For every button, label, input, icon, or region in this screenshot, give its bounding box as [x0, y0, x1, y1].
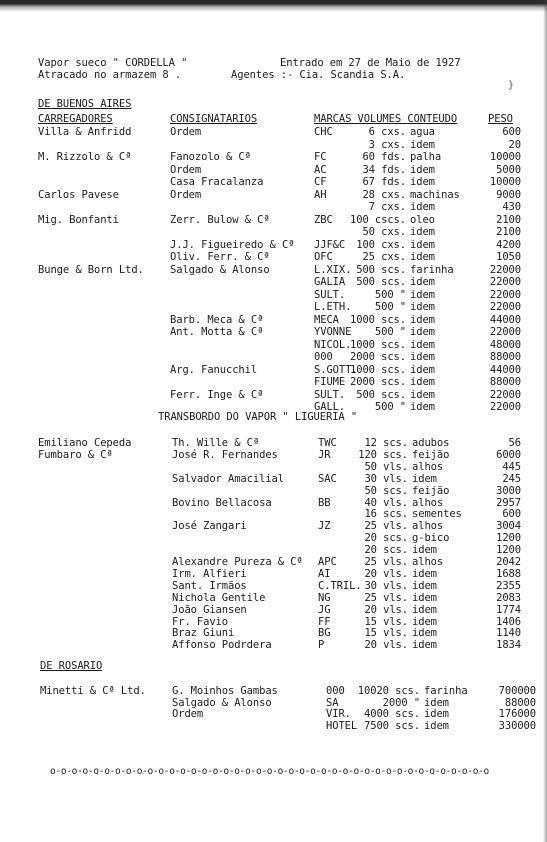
volume-cell: 34 fds.	[362, 163, 406, 176]
volume-cell: 10020 scs.	[357, 685, 420, 697]
content-cell: idem	[412, 567, 437, 580]
consignee-cell: Salgado & Alonso	[172, 696, 272, 709]
weight-cell: 600	[502, 508, 521, 521]
volume-cell: 30 vls.	[364, 579, 408, 592]
consignee-cell: Ferr. Inge & Cª	[170, 388, 264, 401]
weight-cell: 700000	[498, 685, 536, 697]
consignee-cell: G. Moinhos Gambas	[172, 685, 278, 697]
vessel-line: Vapor sueco " CORDELLA "	[38, 57, 188, 69]
mark-cell: CHC	[314, 126, 333, 138]
shipper-cell: Emiliano Cepeda	[38, 437, 132, 449]
volume-cell: 6 cxs.	[368, 126, 406, 138]
shipper-cell: Fumbaro & Cª	[38, 448, 113, 461]
content-cell: idem	[410, 338, 435, 351]
volume-cell: 7500 scs.	[364, 719, 420, 732]
mark-cell: MECA	[314, 313, 339, 326]
shipper-cell: M. Rizzolo & Cª	[38, 151, 132, 163]
weight-cell: 22000	[489, 326, 521, 338]
weight-cell: 1200	[496, 532, 521, 545]
weight-cell: 22000	[489, 276, 521, 288]
mark-cell: AI	[318, 567, 331, 580]
weight-cell: 1774	[496, 603, 521, 616]
volume-cell: 2000 scs.	[350, 376, 406, 388]
arrival-date: Entrado em 27 de Maio de 1927	[280, 57, 461, 69]
weight-cell: 2957	[496, 496, 521, 509]
mark-cell: S.GOTT.	[314, 363, 358, 376]
weight-cell: 1200	[496, 544, 521, 557]
content-cell: idem	[424, 719, 449, 732]
weight-cell: 2355	[496, 579, 521, 592]
content-cell: farinha	[424, 685, 468, 697]
content-cell: idem	[410, 163, 435, 176]
weight-cell: 5000	[496, 163, 521, 176]
weight-cell: 2042	[496, 556, 521, 568]
volume-cell: 25 vls.	[364, 520, 408, 533]
weight-cell: 2083	[496, 591, 521, 604]
consignee-cell: Arg. Fanucchil	[170, 363, 258, 376]
weight-cell: 56	[508, 437, 521, 449]
weight-cell: 22000	[489, 301, 521, 313]
content-cell: idem	[410, 301, 435, 313]
consignee-cell: Braz Giuni	[172, 627, 235, 640]
content-cell: idem	[412, 603, 437, 616]
mark-cell: YVONNE	[314, 326, 352, 338]
weight-cell: 176000	[498, 708, 536, 720]
mark-cell: VIR.	[326, 708, 351, 720]
mark-cell: JR	[318, 448, 331, 461]
scan-top-edge	[0, 0, 547, 12]
volume-cell: 50 cxs.	[362, 226, 406, 238]
content-cell: agua	[410, 126, 435, 138]
consignee-cell: Barb. Meca & Cª	[170, 313, 264, 326]
mark-cell: FC	[314, 151, 327, 163]
weight-cell: 600	[502, 126, 521, 138]
mark-cell: NICOL.	[314, 338, 352, 351]
margin-mark: }	[508, 80, 515, 91]
volume-cell: 20 scs.	[364, 544, 408, 557]
content-cell: adubos	[412, 437, 450, 449]
content-cell: alhos	[412, 556, 444, 568]
shipper-cell: Bunge & Born Ltd.	[38, 263, 144, 276]
weight-cell: 22000	[489, 401, 521, 413]
volume-cell: 12 scs.	[364, 437, 408, 449]
content-cell: idem	[410, 401, 435, 413]
volume-cell: 4000 scs.	[364, 708, 420, 720]
volume-cell: 20 vls.	[364, 603, 408, 616]
content-cell: palha	[410, 151, 442, 163]
weight-cell: 1050	[496, 251, 521, 263]
weight-cell: 445	[502, 460, 521, 473]
volume-cell: 20 vls.	[364, 567, 408, 580]
content-cell: idem	[410, 176, 435, 188]
content-cell: idem	[424, 708, 449, 720]
scan-right-edge	[543, 0, 547, 842]
content-cell: idem	[410, 201, 435, 213]
content-cell: idem	[412, 544, 437, 557]
weight-cell: 44000	[489, 363, 521, 376]
weight-cell: 6000	[496, 448, 521, 461]
volume-cell: 60 fds.	[362, 151, 406, 163]
consignee-cell: Affonso Podrdera	[172, 639, 272, 652]
consignee-cell: Irm. Alfieri	[172, 567, 247, 580]
mark-cell: AC	[314, 163, 327, 176]
volume-cell: 500 scs.	[356, 263, 406, 276]
section-rosario: DE ROSARIO	[40, 660, 103, 672]
volume-cell: 25 cxs.	[362, 251, 406, 263]
consignee-cell: Salgado & Alonso	[170, 263, 270, 276]
content-cell: idem	[410, 376, 435, 388]
content-cell: alhos	[412, 460, 444, 473]
berth-line: Atracado no armazem 8 .	[38, 69, 182, 81]
volume-cell: 500 scs.	[356, 388, 406, 401]
shipper-cell: Minetti & Cª Ltd.	[40, 685, 146, 697]
mark-cell: 000	[314, 351, 333, 363]
volume-cell: 500 "	[374, 301, 406, 313]
volume-cell: 500 "	[374, 326, 406, 338]
consignee-cell: Zerr. Bulow & Cª	[170, 213, 270, 226]
consignee-cell: Casa Fracalanza	[170, 176, 264, 188]
content-cell: idem	[424, 696, 449, 709]
volume-cell: 500 "	[374, 401, 406, 413]
consignee-cell: Bovino Bellacosa	[172, 496, 272, 509]
content-cell: feijão	[412, 484, 450, 497]
mark-cell: L.ETH.	[314, 301, 352, 313]
volume-cell: 40 vls.	[364, 496, 408, 509]
volume-cell: 7 cxs.	[368, 201, 406, 213]
weight-cell: 3004	[496, 520, 521, 533]
content-cell: idem	[410, 238, 435, 251]
col-carregadores: CARREGADORES	[38, 113, 113, 125]
col-consignatarios: CONSIGNATARIOS	[170, 113, 258, 125]
volume-cell: 1000 scs.	[350, 363, 406, 376]
weight-cell: 1140	[496, 627, 521, 640]
content-cell: idem	[410, 251, 435, 263]
mark-cell: AH	[314, 188, 327, 201]
shipper-cell: Carlos Pavese	[38, 188, 119, 201]
shipper-cell: Mig. Bonfanti	[38, 213, 119, 226]
mark-cell: JG	[318, 603, 331, 616]
content-cell: idem	[412, 639, 437, 652]
volume-cell: 120 scs.	[358, 448, 408, 461]
mark-cell: BB	[318, 496, 331, 509]
mark-cell: SULT.	[314, 388, 346, 401]
consignee-cell: Th. Wille & Cª	[172, 437, 260, 449]
weight-cell: 245	[502, 472, 521, 485]
weight-cell: 20	[508, 138, 521, 151]
volume-cell: 50 vls.	[364, 460, 408, 473]
volume-cell: 3 cxs.	[368, 138, 406, 151]
consignee-cell: José R. Fernandes	[172, 448, 278, 461]
shipper-cell: Villa & Anfridd	[38, 126, 132, 138]
weight-cell: 22000	[489, 263, 521, 276]
content-cell: idem	[412, 579, 437, 592]
volume-cell: 15 vls.	[364, 615, 408, 628]
volume-cell: 15 vls.	[364, 627, 408, 640]
agents-line: Agentes :- Cia. Scandia S.A.	[231, 69, 406, 81]
section-buenos-aires: DE BUENOS AIRES	[38, 98, 132, 110]
volume-cell: 20 vls.	[364, 639, 408, 652]
mark-cell: SULT.	[314, 288, 346, 301]
mark-cell: FF	[318, 615, 331, 628]
content-cell: idem	[410, 313, 435, 326]
volume-cell: 500 scs.	[356, 276, 406, 288]
mark-cell: OFC	[314, 251, 333, 263]
consignee-cell: Fr. Favio	[172, 615, 228, 628]
volume-cell: 20 scs.	[364, 532, 408, 545]
content-cell: idem	[412, 615, 437, 628]
weight-cell: 3000	[496, 484, 521, 497]
content-cell: idem	[412, 627, 437, 640]
weight-cell: 10000	[489, 151, 521, 163]
consignee-cell: Ant. Motta & Cª	[170, 326, 264, 338]
content-cell: oleo	[410, 213, 435, 226]
weight-cell: 330000	[498, 719, 536, 732]
mark-cell: GALL.	[314, 401, 346, 413]
consignee-cell: Ordem	[170, 163, 202, 176]
content-cell: sementes	[412, 508, 462, 521]
content-cell: machinas	[410, 188, 460, 201]
weight-cell: 22000	[489, 388, 521, 401]
transbordo-title: TRANSBORDO DO VAPOR " LIGUERIA "	[158, 411, 358, 423]
content-cell: idem	[412, 591, 437, 604]
content-cell: g-bico	[412, 532, 450, 545]
content-cell: feijão	[412, 448, 450, 461]
mark-cell: 000	[326, 685, 345, 697]
mark-cell: JJF&C	[314, 238, 346, 251]
consignee-cell: Ordem	[172, 708, 204, 720]
volume-cell: 100 cscs.	[350, 213, 406, 226]
consignee-cell: Fanozolo & Cª	[170, 151, 251, 163]
weight-cell: 10000	[489, 176, 521, 188]
weight-cell: 88000	[489, 351, 521, 363]
weight-cell: 1688	[496, 567, 521, 580]
consignee-cell: Salvador Amacilial	[172, 472, 284, 485]
content-cell: idem	[412, 472, 437, 485]
weight-cell: 44000	[489, 313, 521, 326]
volume-cell: 25 vls.	[364, 591, 408, 604]
content-cell: alhos	[412, 496, 444, 509]
content-cell: idem	[410, 388, 435, 401]
weight-cell: 430	[502, 201, 521, 213]
consignee-cell: José Zangari	[172, 520, 247, 533]
consignee-cell: Ordem	[170, 126, 202, 138]
volume-cell: 25 vls.	[364, 556, 408, 568]
volume-cell: 2000 scs.	[350, 351, 406, 363]
weight-cell: 88000	[504, 696, 536, 709]
content-cell: idem	[410, 226, 435, 238]
content-cell: idem	[410, 351, 435, 363]
weight-cell: 22000	[489, 288, 521, 301]
content-cell: idem	[410, 288, 435, 301]
mark-cell: JZ	[318, 520, 331, 533]
mark-cell: NG	[318, 591, 331, 604]
content-cell: idem	[410, 138, 435, 151]
volume-cell: 50 scs.	[364, 484, 408, 497]
weight-cell: 48000	[489, 338, 521, 351]
consignee-cell: Nichola Gentile	[172, 591, 266, 604]
volume-cell: 500 "	[374, 288, 406, 301]
mark-cell: APC	[318, 556, 337, 568]
weight-cell: 88000	[489, 376, 521, 388]
weight-cell: 1834	[496, 639, 521, 652]
mark-cell: SAC	[318, 472, 337, 485]
weight-cell: 2100	[496, 213, 521, 226]
volume-cell: 2000 "	[382, 696, 420, 709]
content-cell: idem	[410, 276, 435, 288]
mark-cell: HOTEL	[326, 719, 358, 732]
weight-cell: 9000	[496, 188, 521, 201]
volume-cell: 100 cxs.	[356, 238, 406, 251]
volume-cell: 16 scs.	[364, 508, 408, 521]
mark-cell: C.TRIL.	[318, 579, 362, 592]
col-peso: PESO	[488, 113, 513, 125]
mark-cell: CF	[314, 176, 327, 188]
consignee-cell: J.J. Figueiredo & Cª	[170, 238, 295, 251]
content-cell: alhos	[412, 520, 444, 533]
content-cell: farinha	[410, 263, 454, 276]
footer-rule: o-o-o-o-o-o-o-o-o-o-o-o-o-o-o-o-o-o-o-o-o-o-o-o-o-o-o-o-o-o-o-o-o-o-o-o-o-o-o-o-o	[50, 766, 489, 777]
mark-cell: BG	[318, 627, 331, 640]
mark-cell: SA	[326, 696, 339, 709]
mark-cell: GALIA	[314, 276, 346, 288]
mark-cell: L.XIX.	[314, 263, 352, 276]
volume-cell: 67 fds.	[362, 176, 406, 188]
mark-cell: ZBC	[314, 213, 333, 226]
consignee-cell: Ordem	[170, 188, 202, 201]
content-cell: idem	[410, 326, 435, 338]
content-cell: idem	[410, 363, 435, 376]
consignee-cell: Oliv. Ferr. & Cª	[170, 251, 270, 263]
weight-cell: 4200	[496, 238, 521, 251]
weight-cell: 2100	[496, 226, 521, 238]
weight-cell: 1406	[496, 615, 521, 628]
col-marcas-volumes-conteudo: MARCAS VOLUMES CONTEUDO	[314, 113, 458, 125]
consignee-cell: Sant. Irmãos	[172, 579, 247, 592]
volume-cell: 1000 scs.	[350, 313, 406, 326]
mark-cell: P	[318, 639, 325, 652]
volume-cell: 30 vls.	[364, 472, 408, 485]
mark-cell: FIUME	[314, 376, 346, 388]
consignee-cell: Alexandre Pureza & Cª	[172, 556, 303, 568]
volume-cell: 28 cxs.	[362, 188, 406, 201]
volume-cell: 1000 scs.	[350, 338, 406, 351]
consignee-cell: João Giansen	[172, 603, 247, 616]
mark-cell: TWC	[318, 437, 337, 449]
